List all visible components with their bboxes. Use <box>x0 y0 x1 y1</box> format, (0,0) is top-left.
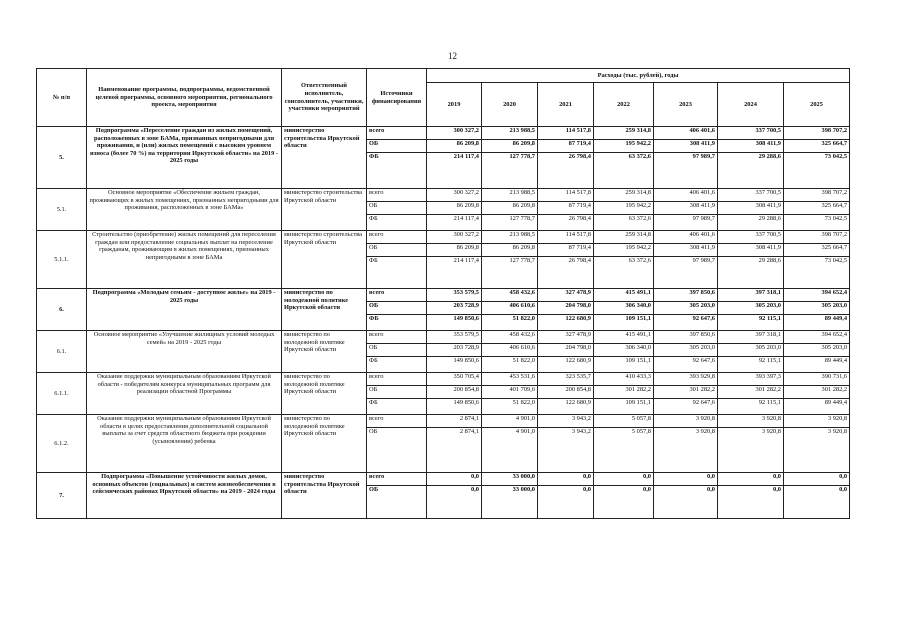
amount-cell: 5 057,8 <box>594 428 654 473</box>
amount-cell: 214 117,4 <box>427 153 482 189</box>
row-code: 6.1. <box>37 331 87 373</box>
amount-cell: 401 709,6 <box>482 386 538 399</box>
amount-cell: 406 610,6 <box>482 344 538 357</box>
funding-source: ФБ <box>367 357 427 373</box>
amount-cell: 458 432,6 <box>482 289 538 302</box>
amount-cell: 3 920,8 <box>718 415 784 428</box>
amount-cell: 26 798,4 <box>538 215 594 231</box>
table-header <box>37 69 850 127</box>
amount-cell: 0,0 <box>654 473 718 486</box>
row-name: Основное мероприятие «Обеспечение жильем граждан, проживающих в жилых помещениях, признанных непригодными для проживания, расположенных в зоне БАМа» <box>87 189 282 231</box>
amount-cell: 122 680,9 <box>538 357 594 373</box>
amount-cell: 325 664,7 <box>784 244 850 257</box>
table-row <box>37 415 850 428</box>
amount-cell: 305 203,0 <box>718 344 784 357</box>
table-row <box>37 289 850 302</box>
amount-cell: 92 647,6 <box>654 357 718 373</box>
amount-cell: 0,0 <box>594 486 654 519</box>
amount-cell: 86 209,8 <box>427 244 482 257</box>
amount-cell: 327 478,9 <box>538 331 594 344</box>
header-executor: Ответственный исполнитель, соисполнитель, участники, участники мероприятий <box>282 69 367 127</box>
amount-cell: 109 151,1 <box>594 399 654 415</box>
amount-cell: 308 411,9 <box>654 244 718 257</box>
row-code: 5.1.1. <box>37 231 87 289</box>
funding-source: всего <box>367 189 427 202</box>
row-executor: министерство строительства Иркутской области <box>282 189 367 231</box>
amount-cell: 406 610,6 <box>482 302 538 315</box>
funding-source: ФБ <box>367 399 427 415</box>
amount-cell: 109 151,1 <box>594 357 654 373</box>
amount-cell: 415 491,1 <box>594 289 654 302</box>
amount-cell: 353 579,5 <box>427 331 482 344</box>
header-year: 2020 <box>482 83 538 127</box>
row-code: 5. <box>37 127 87 189</box>
header-year: 2023 <box>654 83 718 127</box>
amount-cell: 26 798,4 <box>538 257 594 289</box>
amount-cell: 26 798,4 <box>538 153 594 189</box>
amount-cell: 214 117,4 <box>427 257 482 289</box>
amount-cell: 87 719,4 <box>538 202 594 215</box>
row-code: 6.1.1. <box>37 373 87 415</box>
amount-cell: 63 372,6 <box>594 215 654 231</box>
header-expenses: Расходы (тыс. рублей), годы <box>427 69 850 83</box>
amount-cell: 308 411,9 <box>718 202 784 215</box>
amount-cell: 213 988,5 <box>482 189 538 202</box>
amount-cell: 323 535,7 <box>538 373 594 386</box>
amount-cell: 51 822,0 <box>482 315 538 331</box>
table-row <box>37 373 850 386</box>
amount-cell: 3 920,8 <box>654 415 718 428</box>
amount-cell: 0,0 <box>718 473 784 486</box>
amount-cell: 337 700,5 <box>718 231 784 244</box>
amount-cell: 109 151,1 <box>594 315 654 331</box>
amount-cell: 92 115,1 <box>718 399 784 415</box>
row-name: Подпрограмма «Переселение граждан из жилых помещений, расположенных в зоне БАМа, признанных непригодными для проживания, и (или) жилых помещений с высоким уровнем износа (более 70 %) на территории Иркутской области» на 2019 - 2025 годы <box>87 127 282 189</box>
amount-cell: 73 042,5 <box>784 153 850 189</box>
amount-cell: 3 943,2 <box>538 415 594 428</box>
table-row <box>37 331 850 344</box>
amount-cell: 63 372,6 <box>594 257 654 289</box>
amount-cell: 3 920,8 <box>654 428 718 473</box>
amount-cell: 89 449,4 <box>784 357 850 373</box>
amount-cell: 3 920,8 <box>718 428 784 473</box>
row-executor: министерство строительства Иркутской области <box>282 473 367 519</box>
amount-cell: 325 664,7 <box>784 140 850 153</box>
funding-source: всего <box>367 415 427 428</box>
row-code: 7. <box>37 473 87 519</box>
row-executor: министерство по молодежной политике Иркутской области <box>282 415 367 473</box>
amount-cell: 398 707,2 <box>784 127 850 140</box>
amount-cell: 87 719,4 <box>538 244 594 257</box>
amount-cell: 92 647,6 <box>654 399 718 415</box>
amount-cell: 305 203,0 <box>718 302 784 315</box>
funding-source: ФБ <box>367 315 427 331</box>
amount-cell: 0,0 <box>784 473 850 486</box>
amount-cell: 0,0 <box>784 486 850 519</box>
funding-source: всего <box>367 331 427 344</box>
amount-cell: 308 411,9 <box>654 202 718 215</box>
amount-cell: 406 401,6 <box>654 127 718 140</box>
amount-cell: 4 901,0 <box>482 415 538 428</box>
amount-cell: 3 943,2 <box>538 428 594 473</box>
funding-source: всего <box>367 473 427 486</box>
amount-cell: 89 449,4 <box>784 315 850 331</box>
amount-cell: 127 778,7 <box>482 153 538 189</box>
amount-cell: 390 731,6 <box>784 373 850 386</box>
amount-cell: 350 705,4 <box>427 373 482 386</box>
table-row <box>37 127 850 140</box>
amount-cell: 86 209,8 <box>427 202 482 215</box>
funding-source: ОБ <box>367 302 427 315</box>
funding-source: ОБ <box>367 486 427 519</box>
amount-cell: 195 942,2 <box>594 202 654 215</box>
amount-cell: 2 874,1 <box>427 415 482 428</box>
amount-cell: 394 652,4 <box>784 289 850 302</box>
row-code: 5.1. <box>37 189 87 231</box>
amount-cell: 398 707,2 <box>784 231 850 244</box>
funding-source: ФБ <box>367 215 427 231</box>
header-year: 2019 <box>427 83 482 127</box>
amount-cell: 122 680,9 <box>538 399 594 415</box>
amount-cell: 203 728,9 <box>427 344 482 357</box>
amount-cell: 114 517,8 <box>538 231 594 244</box>
amount-cell: 308 411,9 <box>718 140 784 153</box>
amount-cell: 149 850,6 <box>427 357 482 373</box>
amount-cell: 415 491,1 <box>594 331 654 344</box>
amount-cell: 397 318,1 <box>718 331 784 344</box>
amount-cell: 92 647,6 <box>654 315 718 331</box>
amount-cell: 301 282,2 <box>718 386 784 399</box>
amount-cell: 29 288,6 <box>718 257 784 289</box>
amount-cell: 149 850,6 <box>427 315 482 331</box>
table-row <box>37 189 850 202</box>
row-executor: министерство строительства Иркутской области <box>282 231 367 289</box>
amount-cell: 51 822,0 <box>482 357 538 373</box>
funding-source: всего <box>367 127 427 140</box>
amount-cell: 33 000,0 <box>482 486 538 519</box>
amount-cell: 337 700,5 <box>718 189 784 202</box>
amount-cell: 259 314,8 <box>594 189 654 202</box>
amount-cell: 301 282,2 <box>784 386 850 399</box>
row-executor: министерство строительства Иркутской области <box>282 127 367 189</box>
amount-cell: 203 728,9 <box>427 302 482 315</box>
amount-cell: 353 579,5 <box>427 289 482 302</box>
amount-cell: 0,0 <box>718 486 784 519</box>
row-name: Строительство (приобретение) жилых помещений для переселения граждан или предоставление социальных выплат на переселение гражданам, проживающим в жилых помещениях, признанных непригодными в зоне БАМа <box>87 231 282 289</box>
funding-source: ОБ <box>367 244 427 257</box>
funding-source: ОБ <box>367 386 427 399</box>
amount-cell: 306 340,0 <box>594 302 654 315</box>
amount-cell: 406 401,6 <box>654 189 718 202</box>
amount-cell: 4 901,0 <box>482 428 538 473</box>
amount-cell: 92 115,1 <box>718 315 784 331</box>
amount-cell: 406 401,6 <box>654 231 718 244</box>
amount-cell: 86 209,8 <box>482 244 538 257</box>
budget-table <box>36 68 850 519</box>
amount-cell: 2 874,1 <box>427 428 482 473</box>
amount-cell: 259 314,8 <box>594 127 654 140</box>
amount-cell: 458 432,6 <box>482 331 538 344</box>
amount-cell: 397 318,1 <box>718 289 784 302</box>
amount-cell: 97 989,7 <box>654 257 718 289</box>
amount-cell: 397 850,6 <box>654 289 718 302</box>
amount-cell: 410 433,3 <box>594 373 654 386</box>
amount-cell: 200 854,8 <box>427 386 482 399</box>
amount-cell: 398 707,2 <box>784 189 850 202</box>
row-name: Основное мероприятие «Улучшение жилищных условий молодых семей» на 2019 - 2025 годы <box>87 331 282 373</box>
amount-cell: 300 327,2 <box>427 189 482 202</box>
row-executor: министерство по молодежной политике Иркутской области <box>282 331 367 373</box>
amount-cell: 127 778,7 <box>482 215 538 231</box>
amount-cell: 63 372,6 <box>594 153 654 189</box>
row-name: Подпрограмма «Молодым семьям - доступное жилье» на 2019 - 2025 годы <box>87 289 282 331</box>
row-code: 6.1.2. <box>37 415 87 473</box>
amount-cell: 327 478,9 <box>538 289 594 302</box>
row-executor: министерство по молодежной политике Иркутской области <box>282 289 367 331</box>
funding-source: всего <box>367 289 427 302</box>
amount-cell: 204 798,0 <box>538 302 594 315</box>
amount-cell: 127 778,7 <box>482 257 538 289</box>
funding-source: ОБ <box>367 344 427 357</box>
amount-cell: 0,0 <box>594 473 654 486</box>
amount-cell: 453 531,6 <box>482 373 538 386</box>
row-name: Оказание поддержки муниципальным образованиям Иркутской области в целях предоставления дополнительной социальной выплаты за счет средств областного бюджета при рождении (усыновлении) ребенка <box>87 415 282 473</box>
amount-cell: 86 209,8 <box>482 140 538 153</box>
amount-cell: 86 209,8 <box>482 202 538 215</box>
amount-cell: 89 449,4 <box>784 399 850 415</box>
amount-cell: 214 117,4 <box>427 215 482 231</box>
amount-cell: 308 411,9 <box>654 140 718 153</box>
row-code: 6. <box>37 289 87 331</box>
amount-cell: 308 411,9 <box>718 244 784 257</box>
amount-cell: 213 988,5 <box>482 127 538 140</box>
header-year: 2021 <box>538 83 594 127</box>
amount-cell: 0,0 <box>538 486 594 519</box>
header-name: Наименование программы, подпрограммы, ведомственной целевой программы, основного мероприятия, регионального проекта, мероприятия <box>87 69 282 127</box>
amount-cell: 306 340,0 <box>594 344 654 357</box>
amount-cell: 394 652,4 <box>784 331 850 344</box>
funding-source: ОБ <box>367 140 427 153</box>
amount-cell: 200 854,8 <box>538 386 594 399</box>
amount-cell: 301 282,2 <box>594 386 654 399</box>
amount-cell: 97 989,7 <box>654 215 718 231</box>
row-executor: министерство по молодежной политике Иркутской области <box>282 373 367 415</box>
amount-cell: 305 203,0 <box>784 302 850 315</box>
amount-cell: 92 115,1 <box>718 357 784 373</box>
amount-cell: 87 719,4 <box>538 140 594 153</box>
amount-cell: 195 942,2 <box>594 244 654 257</box>
row-name: Подпрограмма «Повышение устойчивости жилых домов, основных объектов (социальных) и систем жизнеобеспечения в сейсмических районах Иркутской области» на 2019 - 2024 годы <box>87 473 282 519</box>
amount-cell: 5 057,8 <box>594 415 654 428</box>
amount-cell: 325 664,7 <box>784 202 850 215</box>
amount-cell: 300 327,2 <box>427 231 482 244</box>
header-year: 2024 <box>718 83 784 127</box>
amount-cell: 393 397,3 <box>718 373 784 386</box>
table-body <box>37 127 850 519</box>
amount-cell: 3 920,8 <box>784 428 850 473</box>
amount-cell: 0,0 <box>538 473 594 486</box>
amount-cell: 51 822,0 <box>482 399 538 415</box>
amount-cell: 97 989,7 <box>654 153 718 189</box>
row-name: Оказание поддержки муниципальным образованиям Иркутской области - победителям конкурса муниципальных программ для реализации областной Программы <box>87 373 282 415</box>
amount-cell: 0,0 <box>654 486 718 519</box>
amount-cell: 195 942,2 <box>594 140 654 153</box>
amount-cell: 301 282,2 <box>654 386 718 399</box>
amount-cell: 0,0 <box>427 486 482 519</box>
amount-cell: 86 209,8 <box>427 140 482 153</box>
amount-cell: 305 203,0 <box>654 302 718 315</box>
header-year: 2025 <box>784 83 850 127</box>
amount-cell: 305 203,0 <box>784 344 850 357</box>
amount-cell: 149 850,6 <box>427 399 482 415</box>
amount-cell: 0,0 <box>427 473 482 486</box>
amount-cell: 397 850,6 <box>654 331 718 344</box>
table-row <box>37 231 850 244</box>
header-year: 2022 <box>594 83 654 127</box>
amount-cell: 29 288,6 <box>718 153 784 189</box>
table-row <box>37 473 850 486</box>
funding-source: ФБ <box>367 153 427 189</box>
amount-cell: 33 000,0 <box>482 473 538 486</box>
funding-source: всего <box>367 373 427 386</box>
amount-cell: 73 042,5 <box>784 257 850 289</box>
funding-source: всего <box>367 231 427 244</box>
amount-cell: 122 680,9 <box>538 315 594 331</box>
amount-cell: 337 700,5 <box>718 127 784 140</box>
amount-cell: 305 203,0 <box>654 344 718 357</box>
header-source: Источники финансирования <box>367 69 427 127</box>
amount-cell: 259 314,8 <box>594 231 654 244</box>
amount-cell: 73 042,5 <box>784 215 850 231</box>
funding-source: ФБ <box>367 257 427 289</box>
header-number: № п/п <box>37 69 87 127</box>
amount-cell: 3 920,8 <box>784 415 850 428</box>
funding-source: ОБ <box>367 428 427 473</box>
amount-cell: 204 798,0 <box>538 344 594 357</box>
amount-cell: 114 517,8 <box>538 127 594 140</box>
amount-cell: 114 517,8 <box>538 189 594 202</box>
amount-cell: 213 988,5 <box>482 231 538 244</box>
amount-cell: 393 929,8 <box>654 373 718 386</box>
funding-source: ОБ <box>367 202 427 215</box>
amount-cell: 300 327,2 <box>427 127 482 140</box>
page-number: 12 <box>448 51 457 61</box>
amount-cell: 29 288,6 <box>718 215 784 231</box>
